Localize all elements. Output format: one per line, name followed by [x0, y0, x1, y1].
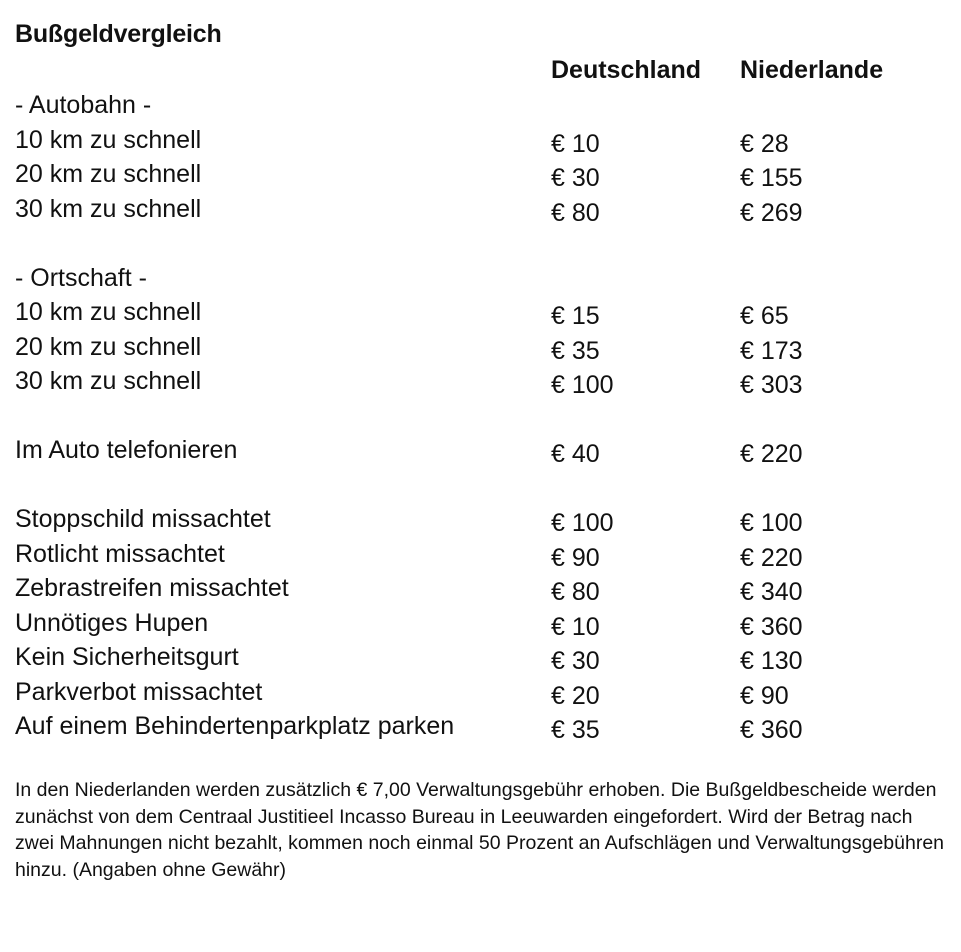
- table-row: [15, 677, 955, 712]
- table-row: [15, 539, 955, 574]
- offense-label: Kein Sicherheitsgurt: [15, 643, 239, 671]
- fine-deutschland: € 35: [551, 336, 600, 365]
- fine-niederlande: € 220: [740, 543, 803, 572]
- table-row: [15, 642, 955, 677]
- section-heading: [15, 90, 955, 125]
- fine-deutschland: € 100: [551, 371, 614, 399]
- fine-table: [15, 90, 955, 746]
- column-header-niederlande: Niederlande: [740, 56, 884, 84]
- fine-deutschland: € 80: [551, 578, 600, 606]
- fine-niederlande: € 130: [740, 647, 803, 675]
- offense-label: 10 km zu schnell: [15, 125, 202, 154]
- fine-niederlande: € 100: [740, 509, 803, 537]
- section-spacer: [15, 401, 955, 436]
- offense-label: Unnötiges Hupen: [15, 608, 209, 637]
- offense-label: 30 km zu schnell: [15, 194, 202, 223]
- fine-niederlande: € 65: [740, 302, 789, 330]
- column-header-deutschland: Deutschland: [551, 56, 702, 84]
- section-heading-label: - Autobahn -: [15, 91, 152, 119]
- offense-label: Rotlicht missachtet: [15, 539, 225, 568]
- fine-deutschland: € 35: [551, 716, 600, 744]
- offense-label: Stoppschild missachtet: [15, 505, 271, 533]
- offense-label: 20 km zu schnell: [15, 160, 202, 188]
- offense-label: 10 km zu schnell: [15, 298, 202, 326]
- fine-niederlande: € 303: [740, 371, 803, 399]
- fine-deutschland: € 30: [551, 647, 600, 675]
- fine-niederlande: € 90: [740, 681, 789, 710]
- fine-niederlande: € 173: [740, 336, 803, 365]
- fine-niederlande: € 360: [740, 612, 803, 641]
- fine-niederlande: € 220: [740, 440, 803, 468]
- fine-deutschland: € 15: [551, 302, 600, 330]
- footnote: In den Niederlanden werden zusätzlich € 7,00 Verwaltungsgebühr erhoben. Die Bußgeldbescheide werden zunächst von dem Centraal Justitieel Incasso Bureau in Leeuwarden eingefordert. Wird der Betrag nach zwei Mahnungen nicht bezahlt, kommen noch einmal 50 Prozent an Aufschlägen und Verwaltungsgebühren hinzu. (Angaben ohne Gewähr): [15, 779, 945, 881]
- fine-deutschland: € 10: [551, 612, 600, 641]
- offense-label: 20 km zu schnell: [15, 332, 202, 361]
- fine-deutschland: € 30: [551, 164, 600, 192]
- offense-label: 30 km zu schnell: [15, 367, 202, 395]
- fine-deutschland: € 90: [551, 543, 600, 572]
- table-row: [15, 366, 955, 401]
- fine-deutschland: € 20: [551, 681, 600, 710]
- offense-label: Auf einem Behindertenparkplatz parken: [15, 712, 455, 740]
- offense-label: Im Auto telefonieren: [15, 436, 238, 464]
- fine-deutschland: € 10: [551, 129, 600, 158]
- section-spacer: [15, 470, 955, 505]
- fine-deutschland: € 80: [551, 198, 600, 227]
- table-row: [15, 608, 955, 643]
- table-row: [15, 504, 955, 539]
- table-row: [15, 297, 955, 332]
- table-row: [15, 194, 955, 229]
- fine-deutschland: € 100: [551, 509, 614, 537]
- offense-label: Parkverbot missachtet: [15, 677, 263, 706]
- fine-niederlande: € 155: [740, 164, 803, 192]
- table-row: [15, 435, 955, 470]
- table-row: [15, 573, 955, 608]
- table-row: [15, 159, 955, 194]
- table-row: [15, 711, 955, 746]
- fine-niederlande: € 360: [740, 716, 803, 744]
- table-row: [15, 332, 955, 367]
- section-heading-label: - Ortschaft -: [15, 263, 147, 292]
- fine-niederlande: € 28: [740, 129, 789, 158]
- fine-deutschland: € 40: [551, 440, 600, 468]
- fine-niederlande: € 269: [740, 198, 803, 227]
- page-title: Bußgeldvergleich: [15, 20, 222, 48]
- section-heading: [15, 263, 955, 298]
- fine-niederlande: € 340: [740, 578, 803, 606]
- section-spacer: [15, 228, 955, 263]
- offense-label: Zebrastreifen missachtet: [15, 574, 289, 602]
- table-row: [15, 125, 955, 160]
